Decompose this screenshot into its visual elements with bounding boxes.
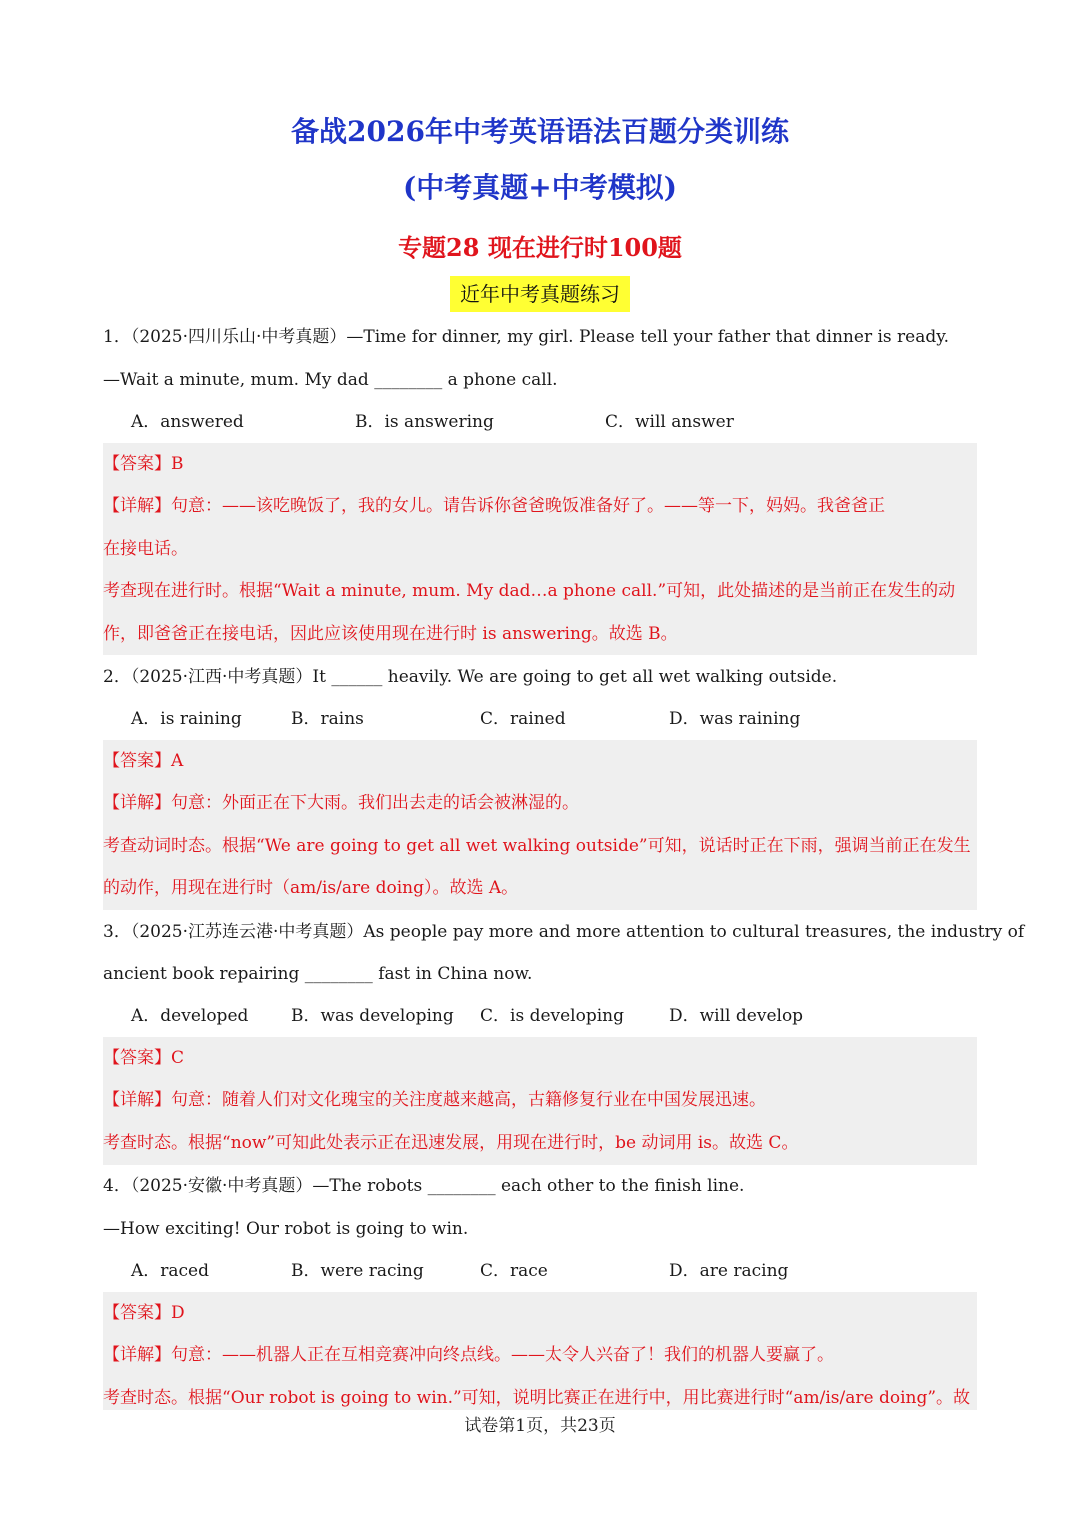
question-2-line-1: 2．（2025·江西·中考真题）It ______ heavily. We are going to get all wet walking outside. (103, 667, 838, 687)
option-d: D．are racing (669, 1261, 789, 1281)
detail-line: 考查动词时态。根据“We are going to get all wet walking outside”可知，说话时正在下雨，强调当前正在发生 (103, 836, 971, 856)
detail-line: 在接电话。 (103, 539, 188, 559)
option-a: A．raced (131, 1261, 210, 1281)
question-4-line-2: —How exciting! Our robot is going to win. (103, 1219, 469, 1239)
detail-line: 的动作，用现在进行时（am/is/are doing）。故选 A。 (103, 878, 519, 898)
topic-title: 专题28 现在进行时100题 (398, 233, 682, 262)
option-d: D．was raining (669, 709, 801, 729)
answer-label: 【答案】A (103, 751, 184, 771)
option-b: B．were racing (291, 1261, 424, 1281)
answer-label: 【答案】C (103, 1048, 185, 1068)
section-heading: 近年中考真题练习 (450, 276, 630, 312)
answer-box-4 (103, 1292, 977, 1410)
detail-line: 考查现在进行时。根据“Wait a minute, mum. My dad…a phone call.”可知，此处描述的是当前正在发生的动 (103, 581, 956, 601)
option-b: B．was developing (291, 1006, 454, 1026)
answer-label: 【答案】D (103, 1303, 185, 1323)
option-b: B．rains (291, 709, 364, 729)
option-b: B．is answering (355, 412, 494, 432)
option-d: D．will develop (669, 1006, 804, 1026)
option-c: C．rained (480, 709, 566, 729)
question-1-line-1: 1．（2025·四川乐山·中考真题）—Time for dinner, my girl. Please tell your father that dinner is ready. (103, 327, 949, 347)
detail-line: 考查时态。根据“now”可知此处表示正在迅速发展，用现在进行时，be 动词用 is。故选 C。 (103, 1133, 799, 1153)
answer-label: 【答案】B (103, 454, 184, 474)
page-subtitle: (中考真题+中考模拟) (403, 171, 677, 204)
question-1-line-2: —Wait a minute, mum. My dad ________ a phone call. (103, 370, 558, 390)
option-a: A．answered (131, 412, 244, 432)
answer-box-1 (103, 443, 977, 655)
detail-line: 作，即爸爸正在接电话，因此应该使用现在进行时 is answering。故选 B。 (103, 624, 678, 644)
option-c: C．will answer (605, 412, 734, 432)
answer-box-2 (103, 740, 977, 910)
detail-line: 【详解】句意：随着人们对文化瑰宝的关注度越来越高，古籍修复行业在中国发展迅速。 (103, 1090, 766, 1110)
question-3-line-2: ancient book repairing ________ fast in China now. (103, 964, 533, 984)
option-c: C．is developing (480, 1006, 625, 1026)
answer-box-3 (103, 1037, 977, 1165)
detail-line: 【详解】句意：——该吃晚饭了，我的女儿。请告诉你爸爸晚饭准备好了。——等一下，妈妈。我爸爸正 (103, 496, 885, 516)
page-title: 备战2026年中考英语语法百题分类训练 (291, 115, 789, 148)
question-4-line-1: 4．（2025·安徽·中考真题）—The robots ________ each other to the finish line. (103, 1176, 745, 1196)
question-3-line-1: 3．（2025·江苏连云港·中考真题）As people pay more and more attention to cultural treasures, the industry of (103, 922, 1025, 942)
detail-line: 【详解】句意：外面正在下大雨。我们出去走的话会被淋湿的。 (103, 793, 579, 813)
detail-line: 考查时态。根据“Our robot is going to win.”可知，说明比赛正在进行中，用比赛进行时“am/is/are doing”。故 (103, 1388, 971, 1408)
option-a: A．developed (131, 1006, 249, 1026)
option-c: C．race (480, 1261, 548, 1281)
option-a: A．is raining (131, 709, 242, 729)
page-footer: 试卷第1页，共23页 (464, 1416, 616, 1436)
detail-line: 【详解】句意：——机器人正在互相竞赛冲向终点线。——太令人兴奋了！我们的机器人要赢了。 (103, 1345, 834, 1365)
